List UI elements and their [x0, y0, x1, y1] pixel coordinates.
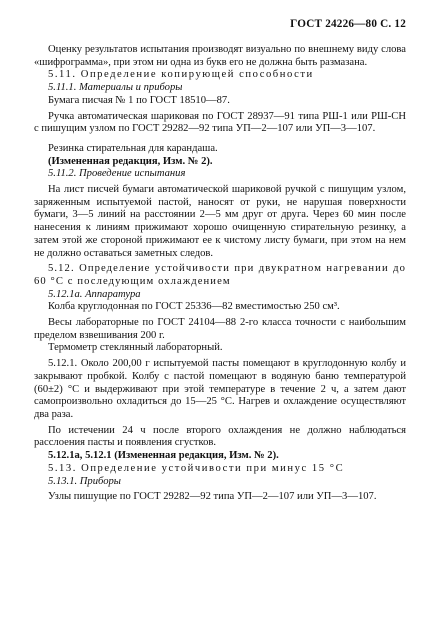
subsection-5-11-2-heading: 5.11.2. Проведение испытания: [48, 168, 186, 180]
section-5-12-heading: 5.12. Определение устойчивости при двукратном нагревании до 60 °С с последующим охлаждением: [34, 263, 406, 287]
paragraph-thermometer: Термометр стеклянный лабораторный.: [48, 342, 223, 354]
paragraph-procedure: На лист писчей бумаги автоматической шариковой ручкой с пишущим узлом, заряженным испытуемой пастой, наносят от руки, не нарушая поверхности бумаги, 3—5 линий на расстоянии 2—5 мм друг от друга. Через 60 мин после нанесения к линиям прижимают хорошо очищенную стирательную резинку, а затем этой же стороной прижимают ее к чистому листу бумаги, при этом на нем не должно оставаться заметных следов.: [34, 184, 406, 259]
amendment-note: (Измененная редакция, Изм. № 2).: [48, 155, 213, 167]
paragraph-writing-units: Узлы пишущие по ГОСТ 29282—92 типа УП—2—107 или УП—3—107.: [48, 491, 377, 503]
paragraph-heating-procedure: 5.12.1. Около 200,00 г испытуемой пасты помещают в круглодонную колбу и закрывают пробкой. Колбу с пастой помещают в водяную баню температурой (60±2) °С и выдерживают при этой температуре в течение 2 ч, а затем дают самопроизвольно охладиться до 15—25 °С. Нагрев и охлаждение осуществляют два раза.: [34, 358, 406, 420]
document-body: [34, 44, 406, 504]
paragraph-pen: Ручка автоматическая шариковая по ГОСТ 28937—91 типа РШ-1 или РШ-СН с пишущим узлом по ГОСТ 29282—92 типа УП—2—107 или УП—3—107.: [34, 110, 406, 135]
subsection-5-11-1-heading: 5.11.1. Материалы и приборы: [48, 82, 183, 94]
paragraph-flask: Колба круглодонная по ГОСТ 25336—82 вместимостью 250 см³.: [48, 301, 340, 313]
paragraph-scales: Весы лабораторные по ГОСТ 24104—88 2-го класса точности с наибольшим пределом взвешивания 200 г.: [34, 317, 406, 341]
paragraph-evaluation: Оценку результатов испытания производят визуально по внешнему виду слова «шифрограмма», при этом ни одна из букв его не должна быть размазана.: [34, 44, 406, 68]
section-5-11-heading: 5.11. Определение копирующей способности: [48, 69, 314, 81]
paragraph-eraser: Резинка стирательная для карандаша.: [48, 142, 218, 154]
amendment-note-2: 5.12.1а, 5.12.1 (Измененная редакция, Изм. № 2).: [48, 450, 279, 462]
page-header: ГОСТ 24226—80 С. 12: [290, 18, 406, 30]
paragraph-paper: Бумага писчая № 1 по ГОСТ 18510—87.: [48, 94, 230, 106]
paragraph-result: По истечении 24 ч после второго охлаждения не должно наблюдаться расслоения пасты и появления сгустков.: [34, 424, 406, 449]
subsection-5-13-1-heading: 5.13.1. Приборы: [48, 475, 121, 487]
section-5-13-heading: 5.13. Определение устойчивости при минус 15 °С: [48, 462, 345, 474]
subsection-5-12-1a-heading: 5.12.1а. Аппаратура: [48, 288, 141, 300]
